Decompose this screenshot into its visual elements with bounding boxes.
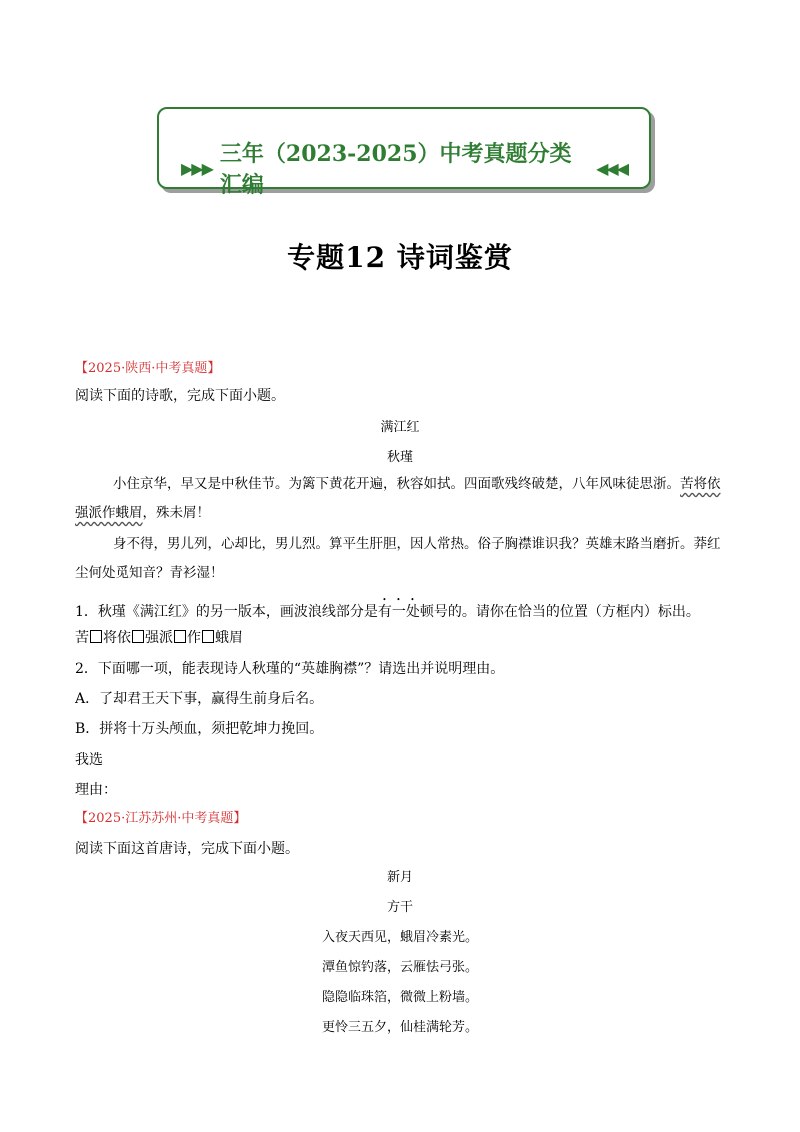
- poem-text: 小住京华，早又是中秋佳节。为篱下黄花开遍，秋容如拭。四面歌残终破楚，八年风味徒思浙。: [113, 476, 680, 492]
- instruction-1: 阅读下面的诗歌，完成下面小题。: [75, 388, 285, 404]
- banner-line: [173, 137, 635, 199]
- phrase-char: 作: [187, 630, 201, 646]
- emphasis-text: 有一处: [377, 604, 420, 620]
- poem-title-2: 新月: [386, 870, 413, 885]
- topic-title: 专题12 诗词鉴赏: [287, 241, 513, 274]
- poem-line: 入夜天西见，蛾眉冷素光。: [321, 930, 478, 945]
- poem-line: 更怜三五夕，仙桂满轮芳。: [321, 1020, 478, 1035]
- header-banner: [157, 107, 657, 198]
- poem-text: ，殊未屑！: [142, 505, 210, 521]
- answer-box[interactable]: [132, 630, 144, 643]
- poem-paragraph-2: 身不得，男儿列，心却比，男儿烈。算平生肝胆，因人常热。俗子胸襟谁识我？英雄末路当磨折。莽红尘何处觅知音？青衫湿！: [75, 536, 721, 581]
- question-text: 顿号的。请你在恰当的位置（方框内）标出。: [419, 604, 700, 620]
- phrase-char: 蛾眉: [215, 630, 243, 646]
- phrase-char: 将依: [103, 630, 131, 646]
- right-arrows-icon: ◀◀◀: [596, 158, 627, 178]
- choice-label: 我选: [75, 752, 103, 768]
- left-arrows-icon: ▶▶▶: [181, 158, 212, 178]
- question-2: 2．下面哪一项，能表现诗人秋瑾的“英雄胸襟”？请选出并说明理由。: [75, 661, 505, 677]
- source-tag-2: 【2025·江苏苏州·中考真题】: [75, 811, 247, 826]
- instruction-2: 阅读下面这首唐诗，完成下面小题。: [75, 841, 299, 857]
- reason-label: 理由：: [75, 782, 117, 798]
- phrase-char: 强派: [145, 630, 173, 646]
- option-b: B．拼将十万头颅血，须把乾坤力挽回。: [75, 721, 324, 737]
- poem-author-2: 方干: [386, 900, 413, 915]
- source-tag-1: 【2025·陕西·中考真题】: [75, 361, 221, 376]
- answer-box[interactable]: [174, 630, 186, 643]
- option-a: A．了却君王天下事，赢得生前身后名。: [75, 691, 324, 707]
- question-text: 1．秋瑾《满江红》的另一版本，画波浪线部分是: [75, 604, 378, 620]
- answer-boxes-line: [75, 627, 243, 647]
- poem-line: 隐隐临珠箔，微微上粉墙。: [321, 990, 478, 1005]
- banner-frame: [157, 107, 651, 198]
- poem-author-1: 秋瑾: [386, 450, 413, 465]
- poem-line: 潭鱼惊钓落，云雁怯弓张。: [321, 960, 478, 975]
- answer-box[interactable]: [202, 630, 214, 643]
- phrase-char: 苦: [75, 630, 89, 646]
- poem-title-1: 满江红: [380, 420, 420, 435]
- banner-title: 三年（2023-2025）中考真题分类汇编: [219, 141, 572, 198]
- question-1: [75, 596, 700, 621]
- wavy-underlined-text: 苦将依强派作蛾眉: [75, 476, 721, 521]
- poem-paragraph-1: [75, 470, 725, 528]
- answer-box[interactable]: [90, 630, 102, 643]
